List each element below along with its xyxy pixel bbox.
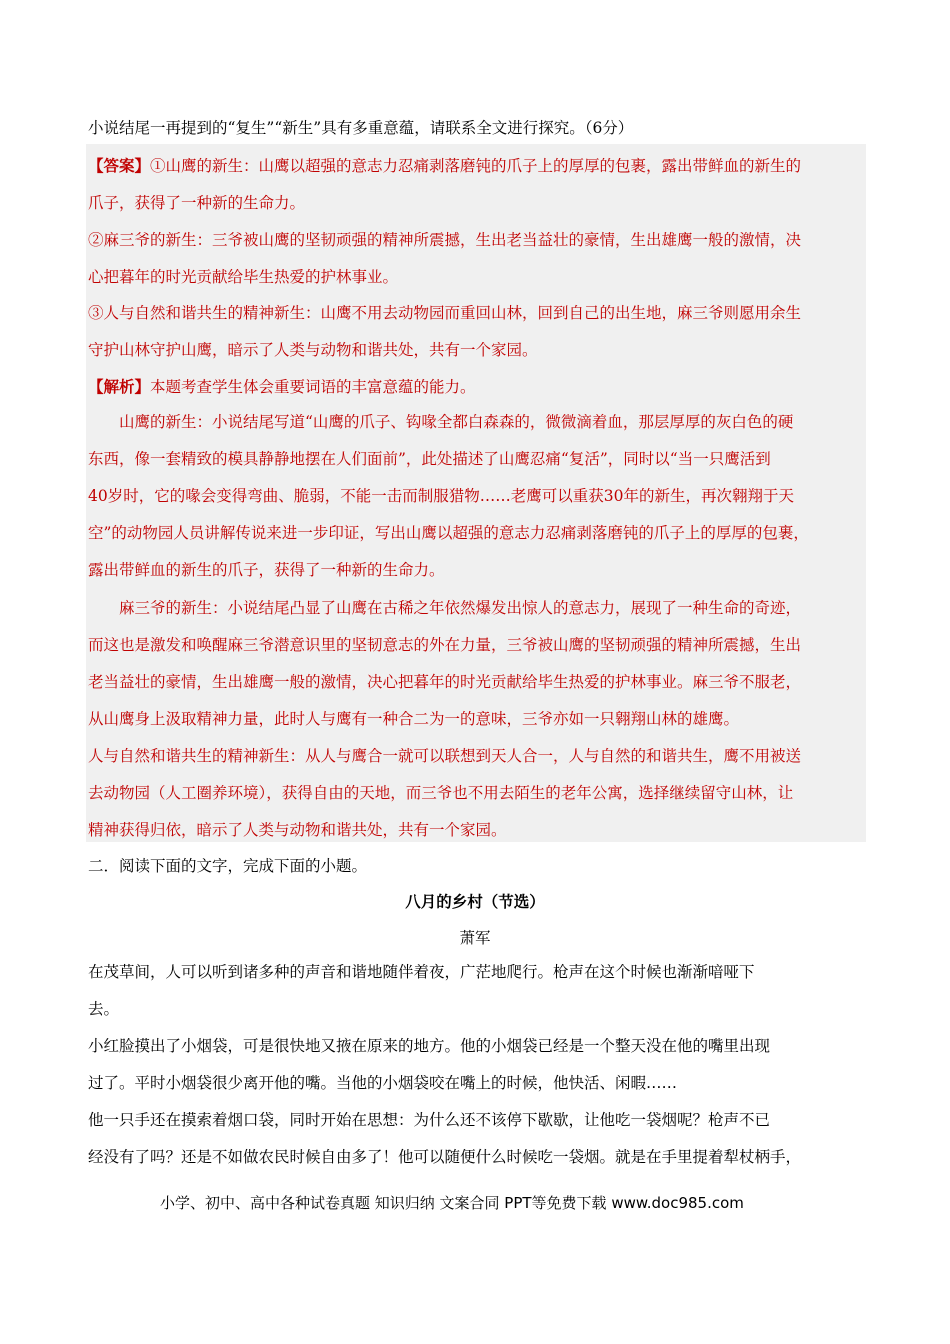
analysis-line: 40岁时，它的喙会变得弯曲、脆弱，不能一击而制服猎物……老鹰可以重获30年的新生，再次翱翔于天 <box>88 487 794 505</box>
article-line: 过了。平时小烟袋很少离开他的嘴。当他的小烟袋咬在嘴上的时候，他快活、闲暇…… <box>88 1074 678 1092</box>
answer-tag: 【答案】 <box>88 156 151 175</box>
analysis-intro-line: 【解析】本题考查学生体会重要词语的丰富意蕴的能力。 <box>88 377 476 396</box>
answer-line: 守护山林守护山鹰，暗示了人类与动物和谐共处，共有一个家园。 <box>88 341 538 359</box>
article-author: 萧军 <box>459 929 491 947</box>
article-line: 经没有了吗？还是不如做农民时候自由多了！他可以随便什么时候吃一袋烟。就是在手里提着犁杖柄手， <box>88 1148 802 1166</box>
article-title: 八月的乡村（节选） <box>405 892 545 911</box>
answer-line: 心把暮年的时光贡献给毕生热爱的护林事业。 <box>88 268 399 286</box>
analysis-line: 空”的动物园人员讲解传说来进一步印证，写出山鹰以超强的意志力忍痛剥落磨钝的爪子上的厚厚的包裹， <box>88 524 809 542</box>
page-footer: 小学、初中、高中各种试卷真题 知识归纳 文案合同 PPT等免费下载 www.doc985.com <box>160 1194 744 1212</box>
analysis-line: 麻三爷的新生：小说结尾凸显了山鹰在古稀之年依然爆发出惊人的意志力，展现了一种生命的奇迹， <box>119 599 802 617</box>
question-text: 小说结尾一再提到的“复生”“新生”具有多重意蕴，请联系全文进行探究。（6分） <box>88 119 634 137</box>
answer-line: 爪子，获得了一种新的生命力。 <box>88 194 306 212</box>
analysis-line: 东西，像一套精致的模具静静地摆在人们面前”，此处描述了山鹰忍痛“复活”，同时以“当一只鹰活到 <box>88 450 771 468</box>
analysis-line: 而这也是激发和唤醒麻三爷潜意识里的坚韧意志的外在力量，三爷被山鹰的坚韧顽强的精神所震撼，生出 <box>88 636 802 654</box>
answer-line: ②麻三爷的新生：三爷被山鹰的坚韧顽强的精神所震撼，生出老当益壮的豪情，生出雄鹰一般的激情，决 <box>88 231 802 249</box>
analysis-line: 露出带鲜血的新生的爪子，获得了一种新的生命力。 <box>88 561 445 579</box>
article-line: 小红脸摸出了小烟袋，可是很快地又掖在原来的地方。他的小烟袋已经是一个整天没在他的嘴里出现 <box>88 1037 771 1055</box>
analysis-line: 山鹰的新生：小说结尾写道“山鹰的爪子、钩喙全都白森森的，微微滴着血，那层厚厚的灰白色的硬 <box>119 413 794 431</box>
analysis-line: 人与自然和谐共生的精神新生：从人与鹰合一就可以联想到天人合一，人与自然的和谐共生，鹰不用被送 <box>88 747 802 765</box>
article-line: 他一只手还在摸索着烟口袋，同时开始在思想：为什么还不该停下歇歇，让他吃一袋烟呢？枪声不已 <box>88 1111 771 1129</box>
analysis-line: 去动物园（人工圈养环境），获得自由的天地，而三爷也不用去陌生的老年公寓，选择继续留守山林，让 <box>88 784 794 802</box>
analysis-tag: 【解析】 <box>88 377 151 396</box>
analysis-line: 精神获得归依，暗示了人类与动物和谐共处，共有一个家园。 <box>88 821 507 839</box>
article-line: 在茂草间，人可以听到诸多种的声音和谐地随伴着夜，广茫地爬行。枪声在这个时候也渐渐喑哑下 <box>88 963 755 981</box>
article-line: 去。 <box>88 1000 120 1018</box>
answer-line: ③人与自然和谐共生的精神新生：山鹰不用去动物园而重回山林，回到自己的出生地，麻三爷则愿用余生 <box>88 304 802 322</box>
analysis-line: 老当益壮的豪情，生出雄鹰一般的激情，决心把暮年的时光贡献给毕生热爱的护林事业。麻三爷不服老， <box>88 673 802 691</box>
answer-line: 【答案】①山鹰的新生：山鹰以超强的意志力忍痛剥落磨钝的爪子上的厚厚的包裹，露出带鲜血的新生的 <box>88 156 802 175</box>
analysis-line: 从山鹰身上汲取精神力量，此时人与鹰有一种合二为一的意味，三爷亦如一只翱翔山林的雄鹰。 <box>88 710 740 728</box>
section-heading: 二．阅读下面的文字，完成下面的小题。 <box>88 857 368 875</box>
